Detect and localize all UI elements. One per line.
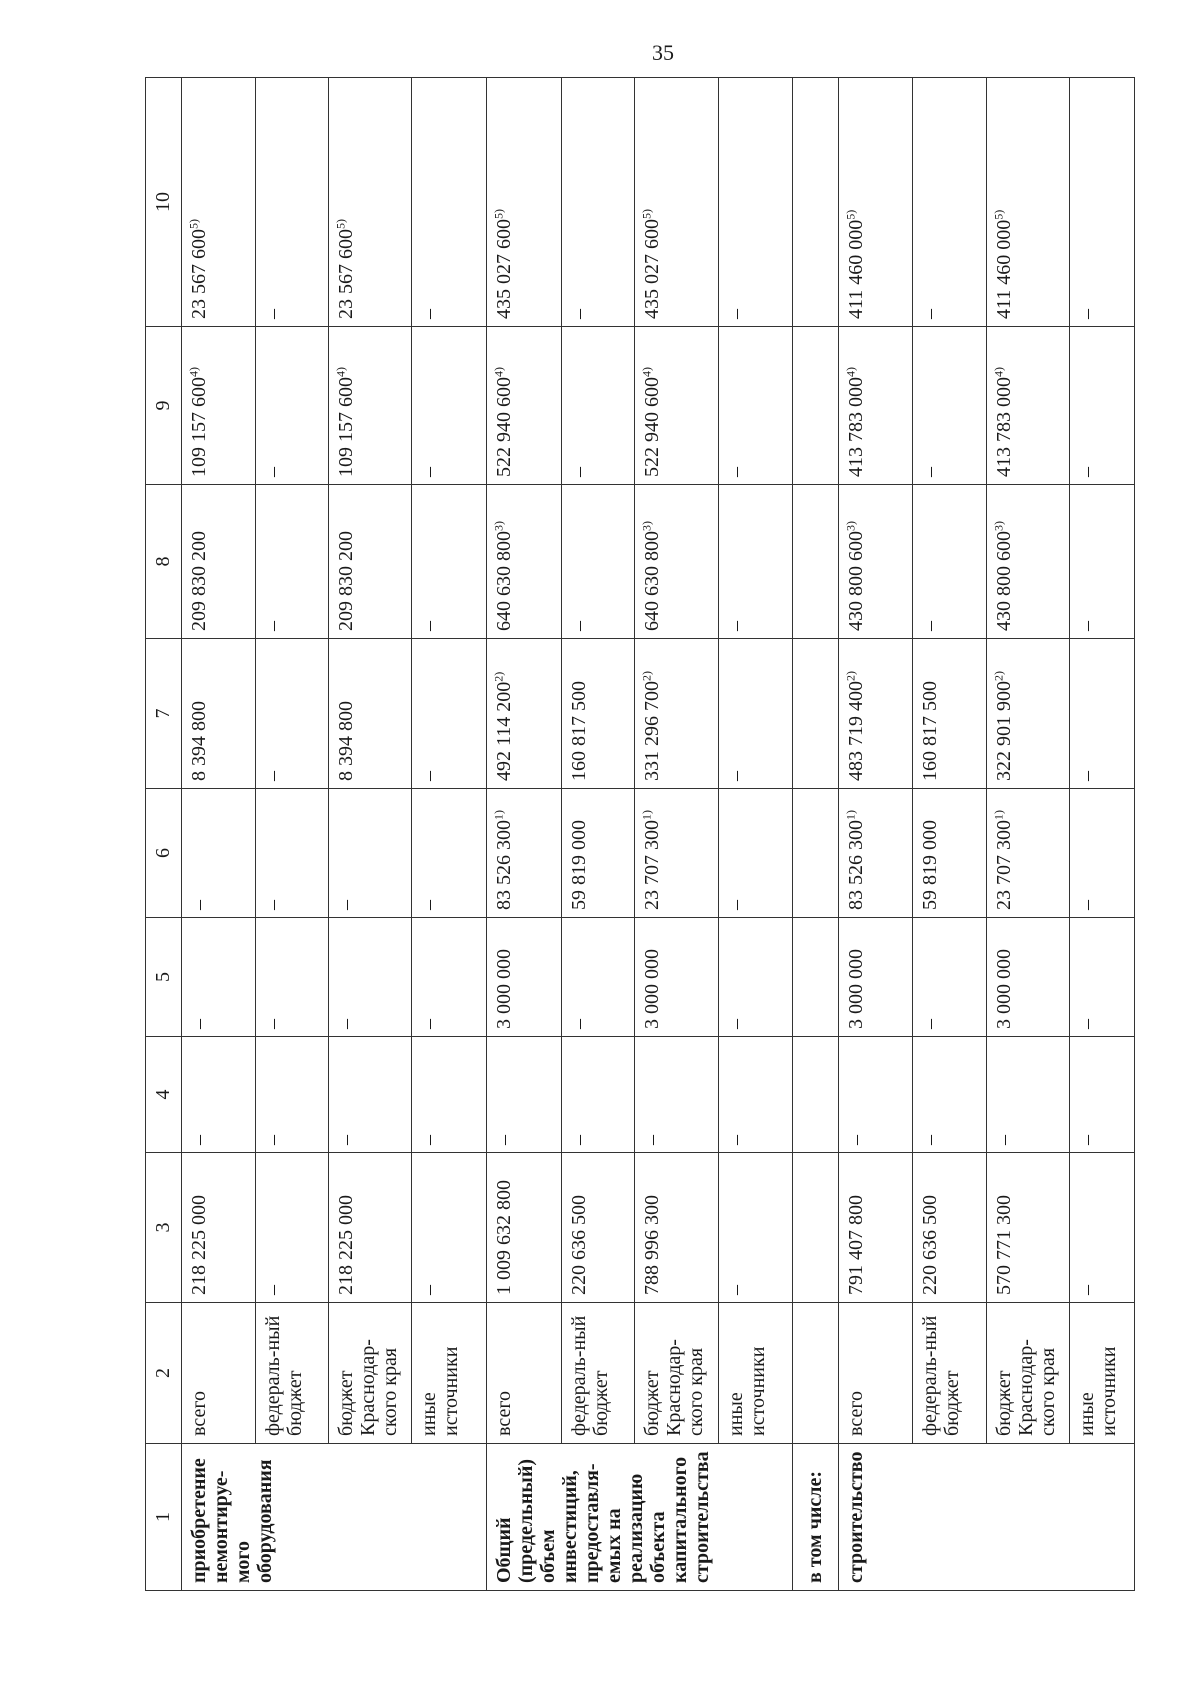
- year-cell: –: [718, 639, 792, 789]
- table-row: [255, 78, 328, 1591]
- year-cell: –: [913, 78, 987, 327]
- year-cell: 411 460 000$^{5)}$: [839, 78, 913, 327]
- year-cell: 430 800 600$^{3)}$: [839, 485, 913, 639]
- footnote-mark: 5): [991, 209, 1006, 220]
- year-cell: 160 817 500: [913, 639, 987, 789]
- year-cell: 413 783 000$^{4)}$: [839, 327, 913, 485]
- year-cell: 3 000 000: [635, 918, 718, 1037]
- year-cell: –: [255, 1037, 328, 1153]
- footnote-mark: 4): [843, 367, 858, 377]
- year-cell: 3 000 000: [987, 918, 1070, 1037]
- year-cell: 209 830 200: [181, 485, 255, 639]
- year-cell: –: [412, 485, 487, 639]
- year-cell: 160 817 500: [562, 639, 635, 789]
- total-cell: –: [255, 1153, 328, 1303]
- funding-type-cell: бюджет Краснодар-ского края: [328, 1303, 411, 1444]
- column-number: 3: [146, 1153, 182, 1303]
- year-cell: –: [412, 327, 487, 485]
- year-cell: –: [328, 1037, 411, 1153]
- footnote-mark: 1): [491, 810, 506, 820]
- year-cell: 109 157 600$^{4)}$: [328, 327, 411, 485]
- year-cell: 59 819 000: [913, 789, 987, 918]
- total-cell: 220 636 500: [562, 1153, 635, 1303]
- footnote-mark: 1): [991, 810, 1006, 820]
- year-cell: 435 027 600$^{5)}$: [487, 78, 562, 327]
- year-cell: 59 819 000: [562, 789, 635, 918]
- year-cell: 522 940 600$^{4)}$: [487, 327, 562, 485]
- year-cell: 492 114 200$^{2)}$: [487, 639, 562, 789]
- column-number: 2: [146, 1303, 182, 1444]
- year-cell: –: [562, 78, 635, 327]
- year-cell: 435 027 600$^{5)}$: [635, 78, 718, 327]
- table-row: [913, 78, 987, 1591]
- year-cell: –: [255, 639, 328, 789]
- footnote-mark: 4): [491, 367, 506, 377]
- year-cell: –: [412, 78, 487, 327]
- total-cell: 218 225 000: [328, 1153, 411, 1303]
- year-cell: –: [412, 639, 487, 789]
- year-cell: 483 719 400$^{2)}$: [839, 639, 913, 789]
- year-cell: –: [1070, 789, 1135, 918]
- year-cell: 640 630 800$^{3)}$: [487, 485, 562, 639]
- year-cell: 23 707 300$^{1)}$: [987, 789, 1070, 918]
- year-cell: 522 940 600$^{4)}$: [635, 327, 718, 485]
- year-cell: –: [487, 1037, 562, 1153]
- year-cell: –: [328, 918, 411, 1037]
- investment-table: [145, 77, 1135, 1591]
- year-cell: –: [181, 918, 255, 1037]
- group-title: строительство: [839, 1444, 1135, 1591]
- column-number: 9: [146, 327, 182, 485]
- year-cell: –: [1070, 1037, 1135, 1153]
- table-row: [181, 78, 255, 1591]
- year-cell: 413 783 000$^{4)}$: [987, 327, 1070, 485]
- footnote-mark: 4): [991, 367, 1006, 377]
- year-cell: 322 901 900$^{2)}$: [987, 639, 1070, 789]
- year-cell: 3 000 000: [487, 918, 562, 1037]
- footnote-mark: 4): [333, 367, 348, 377]
- rotated-table-frame: [145, 78, 1135, 1591]
- footnote-mark: 3): [991, 521, 1006, 531]
- funding-type-cell: всего: [839, 1303, 913, 1444]
- table-row: [328, 78, 411, 1591]
- footnote-mark: 5): [639, 209, 654, 219]
- year-cell: 23 707 300$^{1)}$: [635, 789, 718, 918]
- year-cell: –: [255, 78, 328, 327]
- total-cell: 788 996 300: [635, 1153, 718, 1303]
- footnote-mark: 3): [843, 521, 858, 531]
- column-number: 10: [146, 78, 182, 327]
- footnote-mark: 2): [639, 671, 654, 681]
- total-cell: 1 009 632 800: [487, 1153, 562, 1303]
- footnote-mark: 2): [843, 671, 858, 681]
- year-cell: 3 000 000: [839, 918, 913, 1037]
- year-cell: –: [718, 327, 792, 485]
- year-cell: –: [412, 789, 487, 918]
- funding-type-cell: иные источники: [718, 1303, 792, 1444]
- total-cell: –: [1070, 1153, 1135, 1303]
- column-number: 6: [146, 789, 182, 918]
- year-cell: –: [562, 485, 635, 639]
- year-cell: 411 460 000$^{5)}$: [987, 78, 1070, 327]
- year-cell: –: [987, 1037, 1070, 1153]
- year-cell: 83 526 300$^{1)}$: [487, 789, 562, 918]
- year-cell: –: [913, 327, 987, 485]
- year-cell: –: [913, 1037, 987, 1153]
- page-number: 35: [652, 40, 674, 65]
- year-cell: –: [181, 789, 255, 918]
- rotated-table-sheet: [145, 78, 1135, 1591]
- year-cell: –: [181, 1037, 255, 1153]
- year-cell: 640 630 800$^{3)}$: [635, 485, 718, 639]
- total-cell: 791 407 800: [839, 1153, 913, 1303]
- footnote-mark: 3): [491, 521, 506, 531]
- year-cell: –: [635, 1037, 718, 1153]
- funding-type-cell: всего: [181, 1303, 255, 1444]
- footnote-mark: 5): [186, 219, 201, 229]
- funding-type-cell: федераль-ный бюджет: [913, 1303, 987, 1444]
- year-cell: 23 567 600$^{5)}$: [181, 78, 255, 327]
- total-cell: 218 225 000: [181, 1153, 255, 1303]
- group-title: Общий (предельный) объем инвестиций, предоставля-емых на реализацию объекта капитального строительства: [487, 1444, 792, 1591]
- funding-type-cell: иные источники: [412, 1303, 487, 1444]
- year-cell: –: [562, 1037, 635, 1153]
- footnote-mark: 5): [491, 209, 506, 219]
- footnote-mark: 2): [991, 671, 1006, 681]
- year-cell: –: [562, 918, 635, 1037]
- funding-type-cell: бюджет Краснодар-ского края: [987, 1303, 1070, 1444]
- year-cell: –: [1070, 918, 1135, 1037]
- footnote-mark: 1): [843, 810, 858, 820]
- year-cell: –: [412, 1037, 487, 1153]
- year-cell: –: [1070, 485, 1135, 639]
- column-number: 8: [146, 485, 182, 639]
- footnote-mark: 4): [186, 367, 201, 377]
- year-cell: –: [839, 1037, 913, 1153]
- table-row: [1070, 78, 1135, 1591]
- year-cell: –: [1070, 327, 1135, 485]
- footnote-mark: 3): [639, 521, 654, 531]
- funding-type-cell: всего: [487, 1303, 562, 1444]
- year-cell: –: [913, 918, 987, 1037]
- year-cell: 430 800 600$^{3)}$: [987, 485, 1070, 639]
- year-cell: –: [328, 789, 411, 918]
- table-row: [487, 78, 562, 1591]
- column-number: 1: [146, 1444, 182, 1591]
- table-row: [839, 78, 913, 1591]
- funding-type-cell: федераль-ный бюджет: [255, 1303, 328, 1444]
- year-cell: –: [255, 485, 328, 639]
- subheading: в том числе:: [792, 1444, 838, 1591]
- year-cell: –: [718, 918, 792, 1037]
- footnote-mark: 5): [843, 209, 858, 220]
- footnote-mark: 5): [333, 219, 348, 229]
- footnote-mark: 4): [639, 367, 654, 377]
- table-row: [718, 78, 792, 1591]
- column-number-row: [146, 78, 182, 1591]
- column-number: 4: [146, 1037, 182, 1153]
- year-cell: –: [412, 918, 487, 1037]
- table-row: [412, 78, 487, 1591]
- year-cell: –: [718, 1037, 792, 1153]
- table-row: [987, 78, 1070, 1591]
- year-cell: –: [718, 485, 792, 639]
- year-cell: –: [255, 789, 328, 918]
- column-number: 7: [146, 639, 182, 789]
- year-cell: 109 157 600$^{4)}$: [181, 327, 255, 485]
- year-cell: –: [718, 78, 792, 327]
- total-cell: 570 771 300: [987, 1153, 1070, 1303]
- year-cell: 83 526 300$^{1)}$: [839, 789, 913, 918]
- funding-type-cell: бюджет Краснодар-ского края: [635, 1303, 718, 1444]
- year-cell: 209 830 200: [328, 485, 411, 639]
- year-cell: –: [562, 327, 635, 485]
- group-title: приобретение немонтируе-мого оборудования: [181, 1444, 486, 1591]
- year-cell: –: [913, 485, 987, 639]
- year-cell: 8 394 800: [328, 639, 411, 789]
- footnote-mark: 2): [491, 671, 506, 682]
- year-cell: 8 394 800: [181, 639, 255, 789]
- total-cell: 220 636 500: [913, 1153, 987, 1303]
- total-cell: –: [412, 1153, 487, 1303]
- year-cell: –: [1070, 78, 1135, 327]
- year-cell: –: [255, 327, 328, 485]
- year-cell: –: [718, 789, 792, 918]
- footnote-mark: 1): [639, 810, 654, 820]
- total-cell: –: [718, 1153, 792, 1303]
- funding-type-cell: федераль-ный бюджет: [562, 1303, 635, 1444]
- table-row: [562, 78, 635, 1591]
- year-cell: –: [255, 918, 328, 1037]
- column-number: 5: [146, 918, 182, 1037]
- table-row: [635, 78, 718, 1591]
- subheading-row: [792, 78, 838, 1591]
- year-cell: 23 567 600$^{5)}$: [328, 78, 411, 327]
- year-cell: 331 296 700$^{2)}$: [635, 639, 718, 789]
- funding-type-cell: иные источники: [1070, 1303, 1135, 1444]
- year-cell: –: [1070, 639, 1135, 789]
